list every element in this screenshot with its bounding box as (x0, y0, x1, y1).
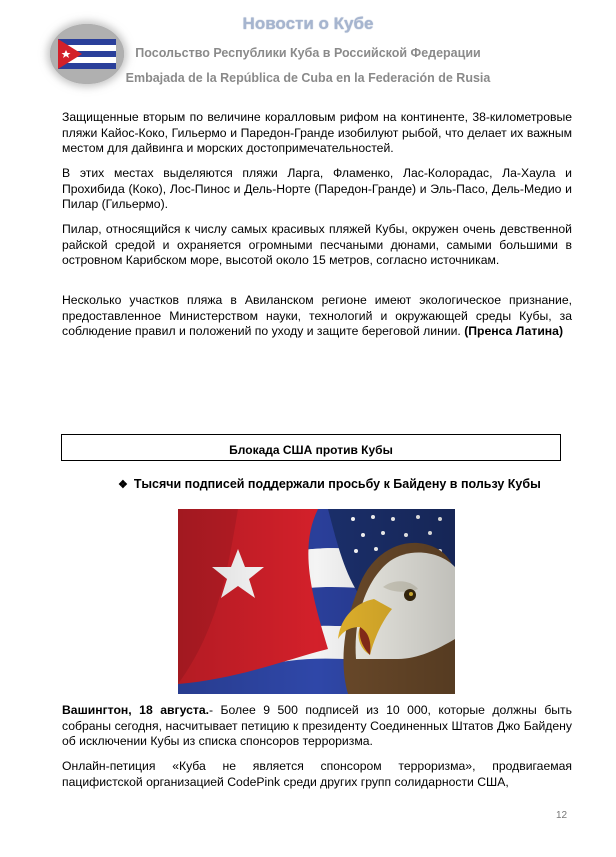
article-paragraph (62, 110, 572, 157)
cuba-usa-flags-eagle-photo (178, 509, 455, 694)
page-header (0, 0, 616, 100)
paragraph-4-text: Несколько участков пляжа в Авиланском регионе имеют экологическое признание, предоставленное Министерством науки, технологий и окружающей среды Кубы, за соблюдение правил и положений по уходу и защите береговой линии. (62, 293, 572, 339)
article-headline (118, 477, 541, 491)
article-paragraph (62, 703, 572, 750)
article-paragraph-2: Онлайн-петиция «Куба не является спонсором терроризма», продвигаемая пацифистской организацией CodePink среди других групп солидарности США, (62, 759, 572, 789)
article-paragraph (62, 759, 572, 790)
diamond-bullet-icon: ❖ (118, 479, 128, 491)
article-paragraph (62, 166, 572, 213)
article-paragraph-1-text: - Более 9 500 подписей из 10 000, которые должны быть собраны сегодня, насчитывает петицию к президенту Соединенных Штатов Джо Байдену об исключении Кубы из списка спонсоров терроризма. (62, 703, 572, 749)
source-tag: (Пренса Латина) (464, 324, 564, 339)
article-paragraph (62, 222, 572, 269)
paragraph-1: Защищенные вторым по величине коралловым рифом на континенте, 38-километровые пляжи Кайос-Коко, Гильермо и Паредон-Гранде изобилуют рыбой, что делает их важным местом для дайвинга и морских достопримечательностей. (62, 110, 572, 156)
paragraph-4 (62, 293, 572, 340)
section-heading-box (61, 434, 561, 461)
paragraph-3: Пилар, относящийся к числу самых красивых пляжей Кубы, окружен очень девственной райской средой и охраняется огромными песчаными дюнами, самыми большими в островном Карибском море, высотой около 15 метров, согласно источникам. (62, 222, 572, 268)
paragraph-2: В этих местах выделяются пляжи Ларга, Фламенко, Лас-Колорадас, Ла-Хаула и Прохибида (Коко), Лос-Пинос и Дель-Норте (Паредон-Гранде) и Эль-Пасо, Дель-Медио и Пилар (Гильермо). (62, 166, 572, 212)
embassy-name-russian: Посольство Республики Куба в Российской Федерации (135, 46, 481, 60)
article-paragraph-1 (62, 703, 572, 750)
newsletter-title: Новости о Кубе (242, 14, 374, 33)
embassy-name-spanish: Embajada de la República de Cuba en la Federación de Rusia (125, 71, 491, 85)
page-number: 12 (556, 810, 568, 821)
headline-text: Тысячи подписей поддержали просьбу к Байдену в пользу Кубы (133, 477, 541, 491)
section-title: Блокада США против Кубы (229, 443, 393, 457)
article-paragraph (62, 293, 572, 340)
dateline: Вашингтон, 18 августа. (62, 703, 209, 717)
